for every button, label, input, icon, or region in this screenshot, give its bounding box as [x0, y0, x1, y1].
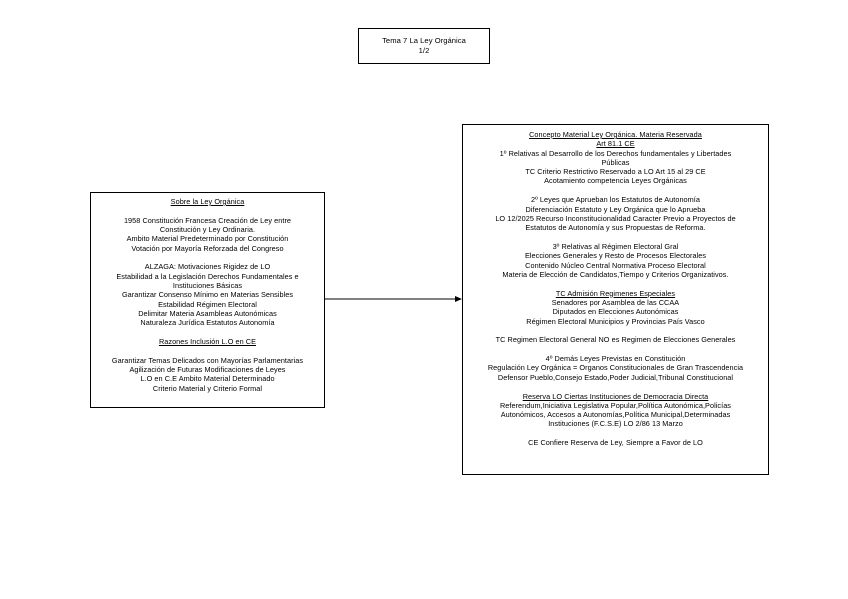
right-section-2	[463, 195, 768, 232]
left-block-2-line: Garantizar Consenso Mínimo en Materias Sensibles	[121, 290, 294, 300]
left-heading: Sobre la Ley Orgánica	[170, 197, 245, 206]
right-s1-line: 1º Relativas al Desarrollo de los Derechos fundamentales y Libertades	[499, 148, 732, 158]
title-box	[358, 28, 490, 64]
right-s6-line: Regulación Ley Orgánica = Organos Constitucionales de Gran Trascendencia	[487, 363, 744, 373]
right-s7-line: Instituciones (F.C.S.E) LO 2/86 13 Marzo	[548, 419, 683, 429]
right-s6-line: Defensor Pueblo,Consejo Estado,Poder Judicial,Tribunal Constitucional	[497, 372, 734, 382]
left-heading-section	[91, 197, 324, 206]
left-block-1-line: Votación por Mayoría Reforzada del Congreso	[131, 243, 284, 253]
left-block-3-line: L.O en C.E Ambito Material Determinado	[140, 374, 275, 384]
right-section-6	[463, 354, 768, 382]
right-s3-line: Elecciones Generales y Resto de Procesos Electorales	[524, 251, 707, 261]
right-s3-line: Materia de Elección de Candidatos,Tiempo y Criterios Organizativos.	[502, 269, 729, 279]
right-s2-line: Diferenciación Estatuto y Ley Orgánica que lo Aprueba	[525, 204, 706, 214]
left-block-3-line: Garantizar Temas Delicados con Mayorías Parlamentarias	[111, 355, 304, 365]
right-section-3	[463, 242, 768, 279]
right-s7-line: Referendum,Iniciativa Legislativa Popular,Política Autonómica,Policías	[499, 400, 732, 410]
left-block-1-line: Ambito Material Predeterminado por Constitución	[126, 234, 289, 244]
right-s1-line: TC Criterio Restrictivo Reservado a LO Art 15 al 29 CE	[525, 167, 706, 177]
right-s5-line: TC Regimen Electoral General NO es Regimen de Elecciones Generales	[495, 335, 736, 345]
right-node	[462, 124, 769, 475]
left-block-2-line: Naturaleza Jurídica Estatutos Autonomía	[140, 318, 275, 328]
right-s2-line: LO 12/2025 Recurso Inconstitucionalidad Caracter Previo a Proyectos de	[495, 213, 736, 223]
right-section-1	[463, 130, 768, 186]
right-s7-heading: Reserva LO Ciertas Instituciones de Democracia Directa	[522, 391, 709, 401]
right-section-7	[463, 392, 768, 429]
right-section-8	[463, 438, 768, 447]
left-node	[90, 192, 325, 408]
left-block-2-line: Delimitar Materia Asambleas Autonómicas	[138, 308, 277, 318]
right-s4-heading: TC Admisión Regimenes Especiales	[555, 288, 676, 298]
left-block-2-line: ALZAGA: Motivaciones Rigidez de LO	[144, 262, 271, 272]
right-s1-subheading: Art 81.1 CE	[596, 139, 635, 149]
left-block-3	[91, 356, 324, 393]
left-block-2-line: Estabilidad a la Legislación Derechos Fundamentales e	[116, 271, 299, 281]
left-heading-2: Razones Inclusión L.O en CE	[158, 337, 257, 347]
right-s4-line: Senadores por Asamblea de las CCAA	[551, 297, 680, 307]
right-s7-line: Autonómicos, Accesos a Autonomías,Política Municipal,Determinadas	[500, 410, 731, 420]
right-s6-line: 4º Demás Leyes Previstas en Constitución	[545, 354, 686, 364]
right-s8-line: CE Confiere Reserva de Ley, Siempre a Favor de LO	[528, 438, 703, 448]
right-s1-heading: Concepto Material Ley Orgánica. Materia Reservada	[529, 130, 702, 139]
right-s3-line: 3º Relativas al Régimen Electoral Gral	[552, 241, 679, 251]
right-s3-line: Contenido Núcleo Central Normativa Proceso Electoral	[525, 260, 706, 270]
left-heading-2-section	[91, 337, 324, 346]
left-block-2-line: Estabilidad Régimen Electoral	[158, 299, 257, 309]
right-section-4	[463, 289, 768, 326]
right-section-5	[463, 335, 768, 344]
right-s2-line: 2º Leyes que Aprueban los Estatutos de Autonomía	[531, 195, 700, 205]
left-block-2	[91, 262, 324, 327]
left-block-1-line: Constitución y Ley Ordinaria.	[159, 225, 256, 235]
left-block-3-line: Criterio Material y Criterio Formal	[152, 383, 263, 393]
right-s1-line: Públicas	[601, 157, 630, 167]
right-s1-line: Acotamiento competencia Leyes Orgánicas	[544, 176, 687, 186]
right-s2-line: Estatutos de Autonomía y sus Propuestas de Reforma.	[525, 223, 706, 233]
title-line: Tema 7 La Ley Orgánica	[382, 36, 466, 45]
right-s4-line: Régimen Electoral Municipios y Provincias País Vasco	[526, 316, 705, 326]
left-block-1-line: 1958 Constitución Francesa Creación de Ley entre	[123, 215, 292, 225]
right-s4-line: Diputados en Elecciones Autonómicas	[552, 307, 679, 317]
left-block-1	[91, 216, 324, 253]
left-block-2-line: Instituciones Básicas	[172, 281, 243, 291]
title-page: 1/2	[418, 46, 430, 55]
left-block-3-line: Agilización de Futuras Modificaciones de Leyes	[129, 365, 286, 375]
